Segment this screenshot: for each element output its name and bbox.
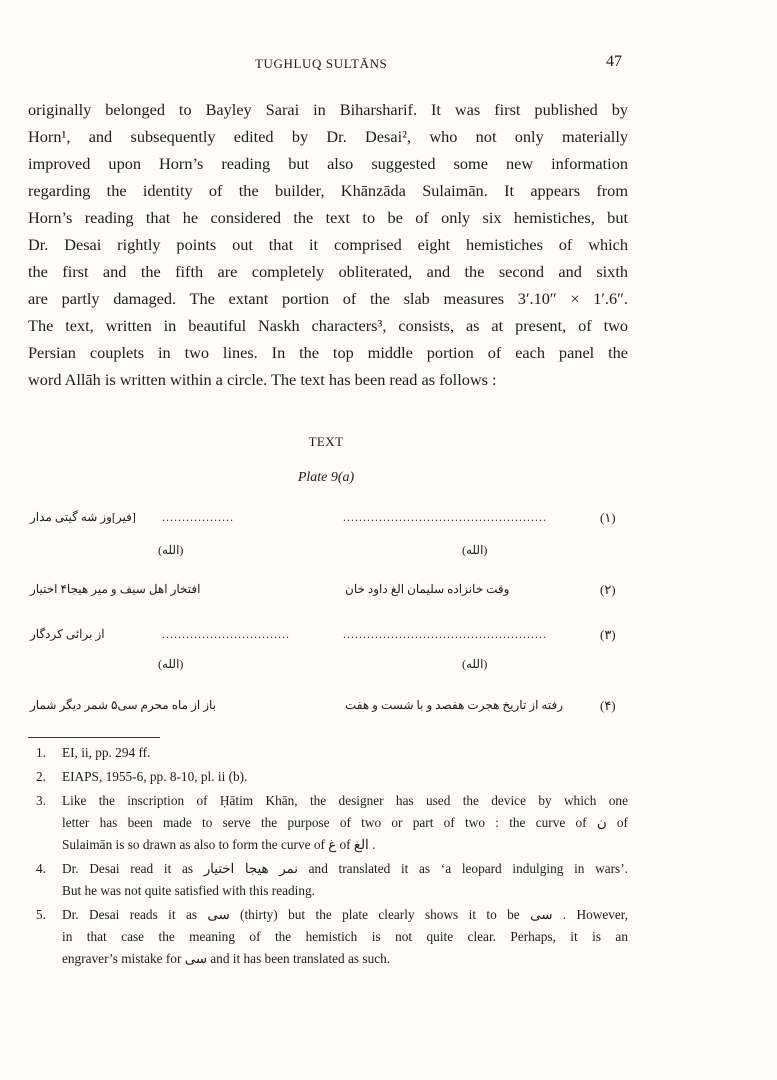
inscription-line-4-right: رفته از تاریخ هجرت هفصد و با شست و هفت: [345, 698, 563, 712]
body-line: improved upon Horn’s reading but also suggested some new information: [28, 154, 628, 173]
footnote-line: Dr. Desai read it as نمر هیجا اختیار and translated it as ‘a leopard indulging in wars’.: [62, 861, 628, 876]
footnote-line: in that case the meaning of the hemistich is not quite clear. Perhaps, it is an: [62, 929, 628, 944]
inscription-line-2-left: افتخار اهل سیف و میر هیجا۴ اختیار: [30, 582, 201, 596]
inscription-line-1-right-gap: ...................................................: [343, 510, 547, 524]
body-line: Dr. Desai rightly points out that it comprised eight hemistiches of which: [28, 235, 628, 254]
body-line: Persian couplets in two lines. In the top middle portion of each panel the: [28, 343, 628, 362]
footnote-line: Dr. Desai reads it as سی (thirty) but the plate clearly shows it to be سی . However,: [62, 907, 628, 922]
footnote-5: [36, 904, 628, 970]
body-line: word Allāh is written within a circle. The text has been read as follows :: [28, 370, 497, 389]
body-line: the first and the fifth are completely obliterated, and the second and sixth: [28, 262, 628, 281]
footnote-rule: [28, 737, 160, 738]
footnote-number: 3.: [36, 793, 46, 808]
page-number: 47: [606, 53, 622, 70]
footnote-4: [36, 858, 628, 902]
inscription-line-3-left-gap: ................................: [162, 627, 290, 641]
inscription-line-4-left: باز از ماه محرم سی۵ شمر دیگر شمار: [30, 698, 217, 712]
footnote-2: [36, 766, 628, 788]
inscription-line-number-3: (۳): [600, 627, 616, 642]
allah-circle-mark: (الله): [462, 657, 488, 671]
footnote-1: [36, 742, 628, 764]
footnote-number: 2.: [36, 769, 46, 784]
footnote-number: 5.: [36, 907, 46, 922]
page-header: [0, 53, 777, 76]
body-line: regarding the identity of the builder, Khānzāda Sulaimān. It appears from: [28, 181, 628, 200]
body-line: originally belonged to Bayley Sarai in Biharsharif. It was first published by: [28, 100, 628, 119]
inscription-line-number-1: (۱): [600, 510, 616, 525]
body-paragraph: [28, 96, 628, 393]
footnote-number: 1.: [36, 745, 46, 760]
allah-circle-mark: (الله): [462, 543, 488, 557]
inscription-line-3-left: از برائی کردگار: [30, 627, 105, 641]
footnote-number: 4.: [36, 861, 46, 876]
plate-reference: Plate 9(a): [297, 470, 355, 485]
footnote-line: Sulaimān is so drawn as also to form the curve of غ of الغ .: [62, 837, 376, 852]
footnote-line: engraver’s mistake for سی and it has been translated as such.: [62, 951, 391, 966]
footnote-3: [36, 790, 628, 856]
inscription-line-2-right: وقت خانزاده سلیمان الغ داود خان: [345, 582, 510, 596]
inscription-line-3-right-gap: ...................................................: [343, 627, 547, 641]
inscription-line-number-4: (۴): [600, 698, 616, 713]
footnote-line: EI, ii, pp. 294 ff.: [62, 745, 151, 760]
allah-circle-mark: (الله): [158, 543, 184, 557]
footnote-line: But he was not quite satisfied with this reading.: [62, 883, 315, 898]
body-line: Horn¹, and subsequently edited by Dr. Desai², who not only materially: [28, 127, 628, 146]
footnote-line: letter has been made to serve the purpose of two or part of two : the curve of ن of: [62, 815, 628, 830]
inscription-line-number-2: (۲): [600, 582, 616, 597]
running-title: TUGHLUQ SULTĀNS: [255, 56, 388, 71]
inscription-line-1-left: [فیر]وز شه گیتی مدار: [30, 510, 136, 524]
inscription-line-1-left-gap: ..................: [162, 510, 234, 524]
section-heading: TEXT: [308, 434, 344, 449]
body-line: The text, written in beautiful Naskh characters³, consists, as at present, of two: [28, 316, 628, 335]
body-line: are partly damaged. The extant portion of the slab measures 3′.10″ × 1′.6″.: [28, 289, 628, 308]
footnote-line: Like the inscription of Ḥātim Khān, the designer has used the device by which one: [62, 793, 628, 808]
body-line: Horn’s reading that he considered the text to be of only six hemistiches, but: [28, 208, 628, 227]
allah-circle-mark: (الله): [158, 657, 184, 671]
footnotes: [36, 742, 628, 972]
footnote-line: EIAPS, 1955-6, pp. 8-10, pl. ii (b).: [62, 769, 248, 784]
